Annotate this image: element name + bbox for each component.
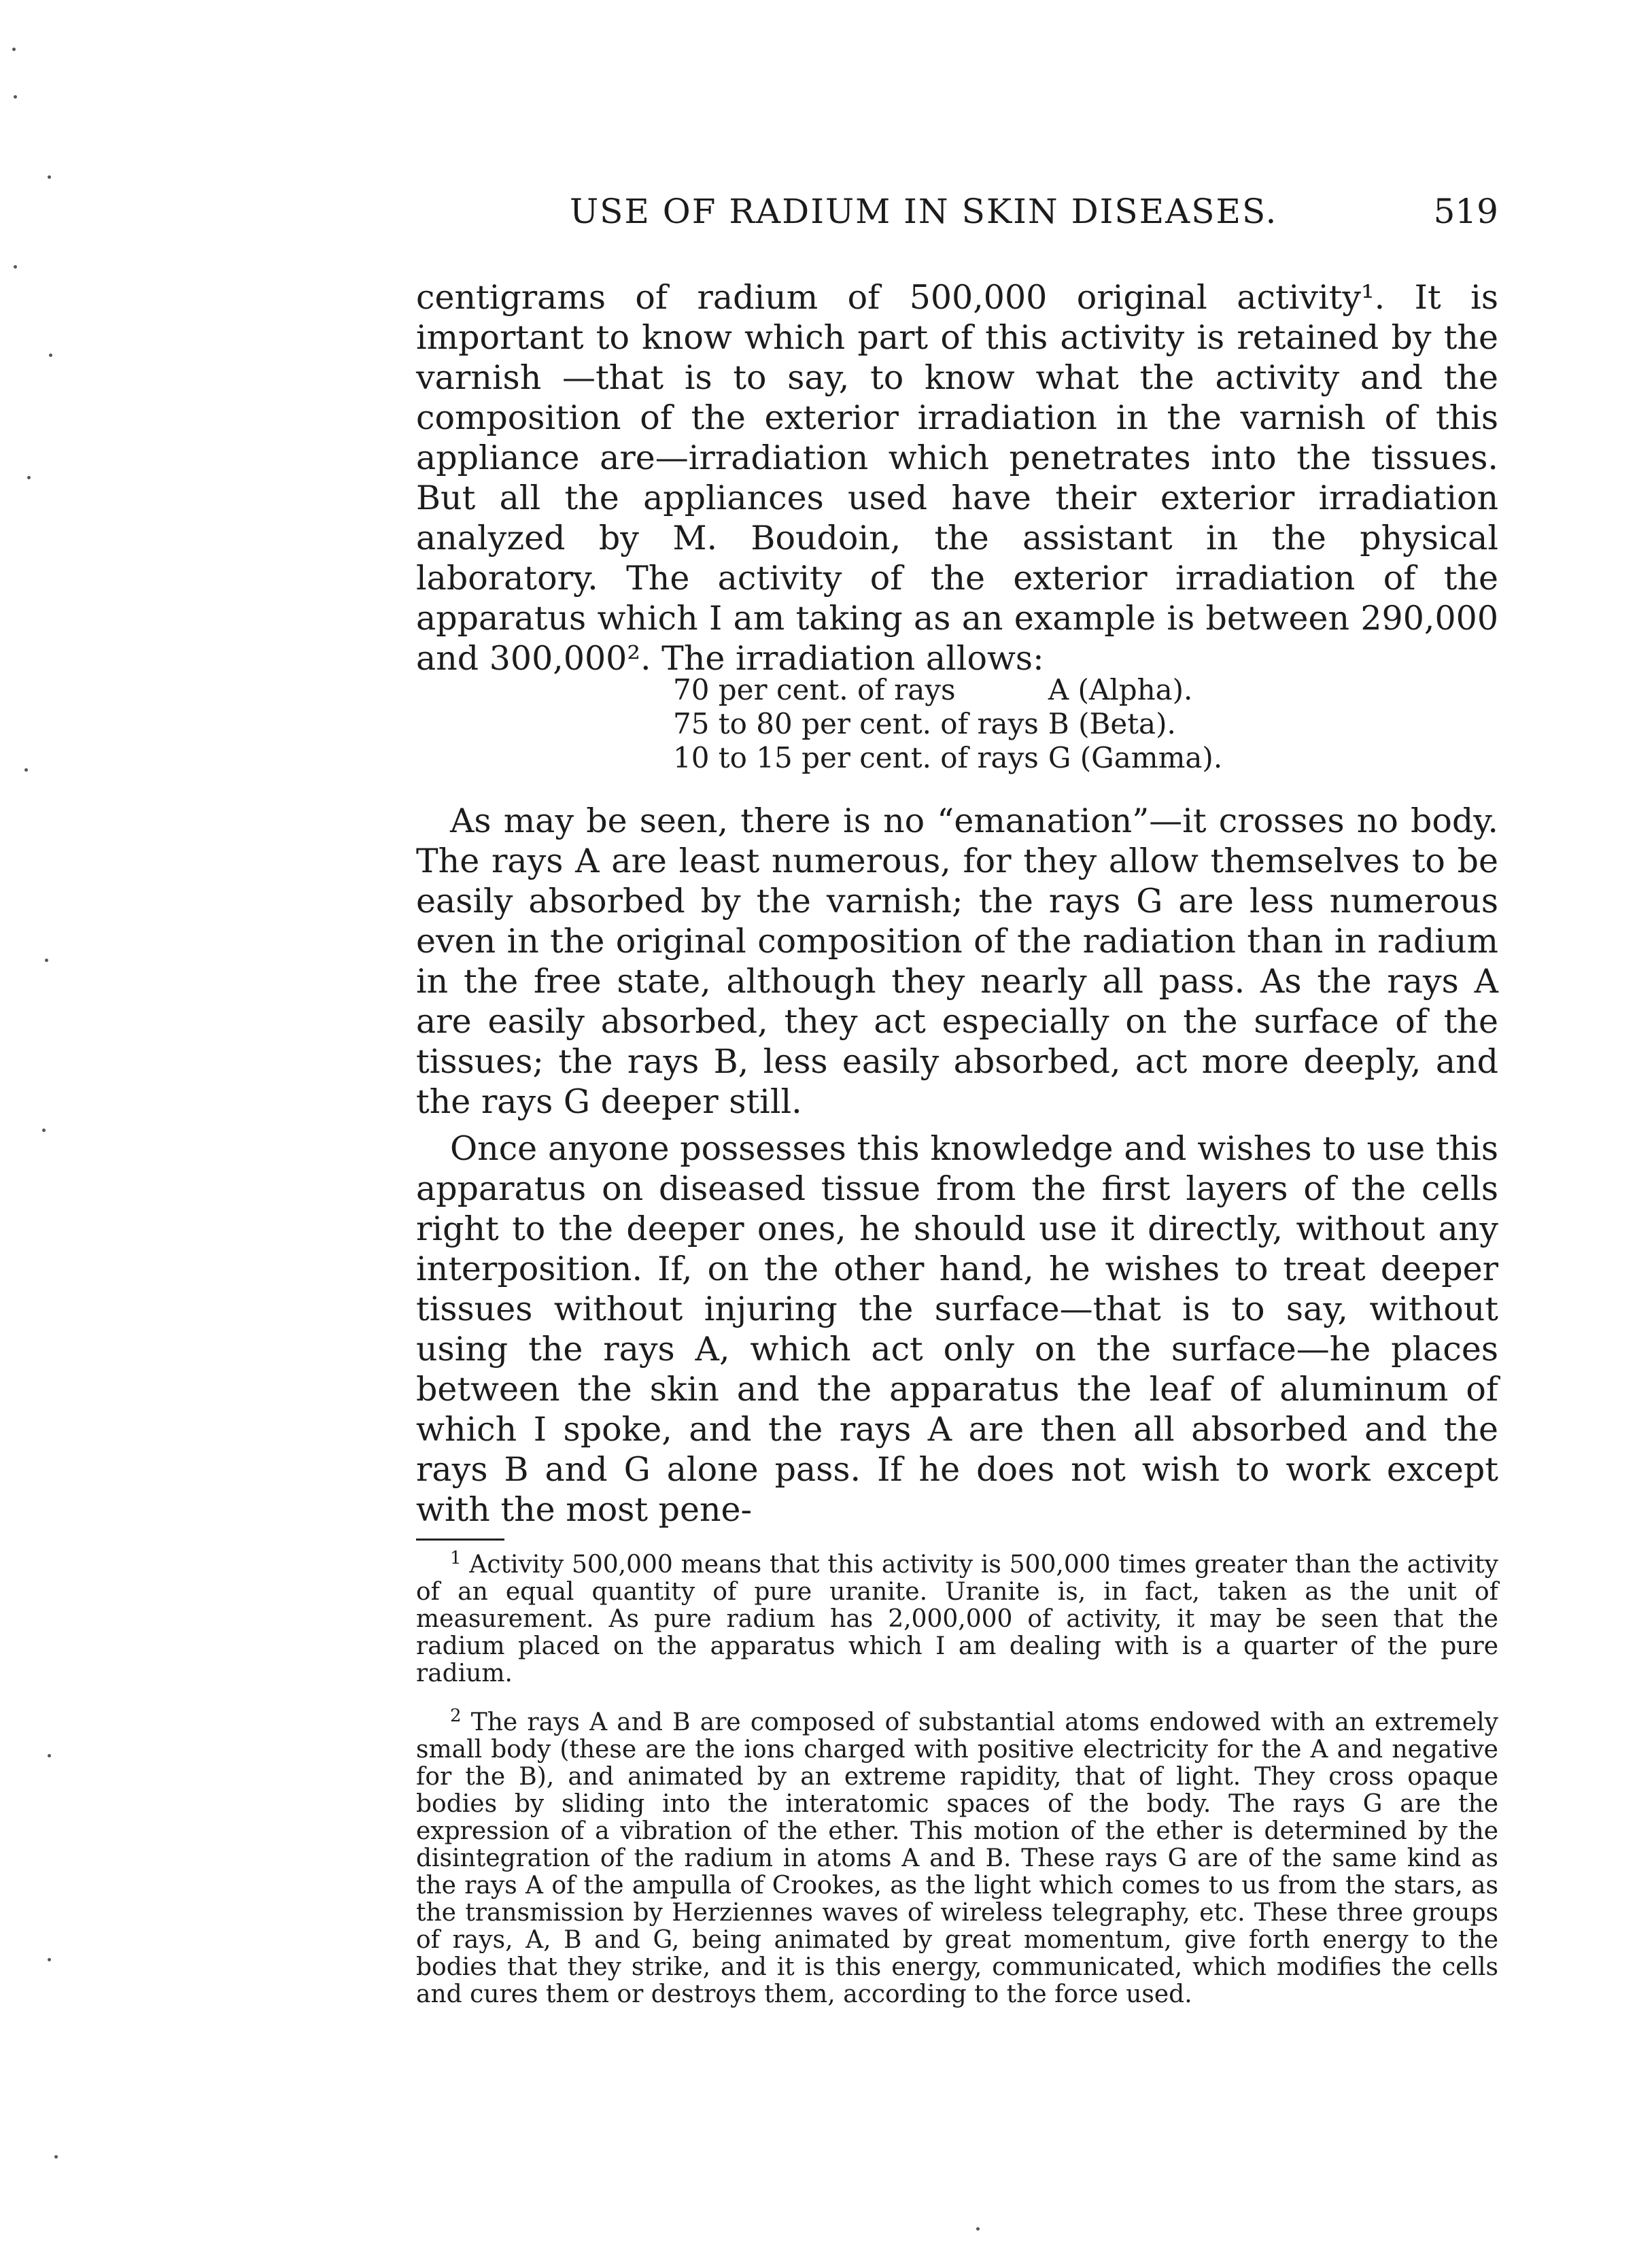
scan-speck (54, 2155, 58, 2159)
rays-amount: 70 per cent. of rays (673, 673, 956, 706)
footnote-mark: 2 (450, 1706, 462, 1726)
rays-type: G (Gamma). (1048, 741, 1223, 774)
rays-table (673, 673, 1232, 775)
page-number: 519 (1433, 192, 1498, 231)
scan-speck (48, 1958, 51, 1961)
rays-type: A (Alpha). (1048, 673, 1193, 706)
paragraph-1 (416, 277, 1498, 678)
rays-row (673, 707, 1232, 741)
footnote-2 (416, 1706, 1498, 2008)
rays-row (673, 741, 1232, 775)
rays-amount: 10 to 15 per cent. of rays (673, 741, 1039, 774)
paragraph-2-text: As may be seen, there is no “emanation”—it crosses no body. The rays A are least numerous, for they allow themselves to be easily absorbed by the varnish; the rays G are less numerous even in the original composition of the radiation than in radium in the free state, although they nearly all pass. As the rays A are easily absorbed, they act especially on the surface of the tissues; the rays B, less easily absorbed, act more deeply, and the rays G deeper still. (416, 802, 1498, 1121)
running-head: USE OF RADIUM IN SKIN DISEASES. (570, 192, 1278, 231)
scan-speck (27, 476, 31, 479)
scan-speck (45, 959, 48, 962)
scan-speck (42, 1129, 46, 1132)
paragraph-3 (416, 1129, 1498, 1530)
footnote-1 (416, 1548, 1498, 1687)
footnote-rule (416, 1539, 504, 1541)
paragraph-1-text: centigrams of radium of 500,000 original activity¹. It is important to know which part of this activity is retained by the varnish —that is to say, to know what the activity and the composition of the exterior irradiation in the varnish of this appliance are—irradiation which penetrates into the tissues. But all the appliances used have their exterior irradiation analyzed by M. Boudoin, the assistant in the physical laboratory. The activity of the exterior irradiation of the apparatus which I am taking as an example is between 290,000 and 300,000². The irradiation allows: (416, 278, 1498, 678)
footnote-body: The rays A and B are composed of substantial atoms endowed with an extremely small body (these are the ions charged with positive electricity for the A and negative for the B), and animated by an extreme rapidity, that of light. They cross opaque bodies by sliding into the interatomic spaces of the body. The rays G are the expression of a vibration of the ether. This motion of the ether is determined by the disintegration of the radium in atoms A and B. These rays G are of the same kind as the rays A of the ampulla of Crookes, as the light which comes to us from the stars, as the transmission by Herziennes waves of wireless telegraphy, etc. These three groups of rays, A, B and G, being animated by great momentum, give forth energy to the bodies that they strike, and it is this energy, communicated, which modifies the cells and cures them or destroys them, according to the force used. (416, 1708, 1498, 2008)
scan-speck (24, 768, 28, 772)
footnote-2-text (416, 1706, 1498, 2008)
scan-speck (49, 354, 52, 357)
footnote-1-text (416, 1548, 1498, 1687)
scan-speck (14, 95, 17, 99)
scan-speck (48, 1754, 51, 1757)
rays-amount: 75 to 80 per cent. of rays (673, 707, 1039, 740)
paragraph-3-text: Once anyone possesses this knowledge and wishes to use this apparatus on diseased tissue from the first layers of the cells right to the deeper ones, he should use it directly, without any interposition. If, on the other hand, he wishes to treat deeper tissues without injuring the surface—that is to say, without using the rays A, which act only on the surface—he places between the skin and the apparatus the leaf of aluminum of which I spoke, and the rays A are then all absorbed and the rays B and G alone pass. If he does not wish to work except with the most pene- (416, 1129, 1498, 1529)
scan-speck (12, 48, 16, 51)
footnote-mark: 1 (450, 1548, 462, 1568)
scan-speck (14, 265, 17, 269)
page-header (570, 192, 1498, 239)
footnote-body: Activity 500,000 means that this activity is 500,000 times greater than the activity of an equal quantity of pure uranite. Uranite is, in fact, taken as the unit of measurement. As pure radium has 2,000,000 of activity, it may be seen that the radium placed on the apparatus which I am dealing with is a quarter of the pure radium. (416, 1551, 1498, 1687)
scan-speck (48, 175, 51, 179)
rays-type: B (Beta). (1048, 707, 1176, 740)
paragraph-2 (416, 801, 1498, 1122)
rays-row (673, 673, 1232, 707)
scan-speck (976, 2227, 980, 2231)
